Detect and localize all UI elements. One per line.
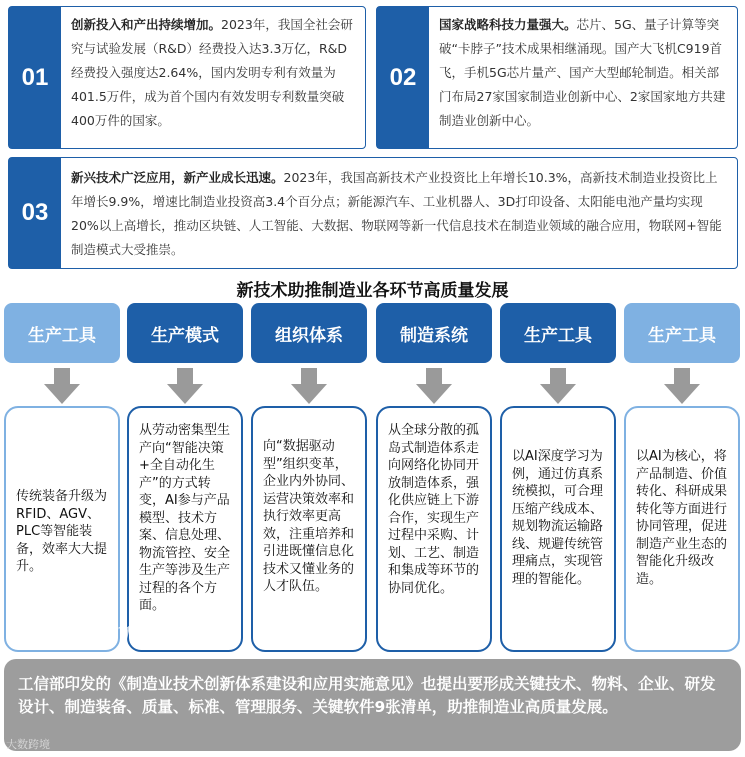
down-arrow-icon [291,368,327,404]
card-body: 2023年，我国高新技术产业投资比上年增长10.3%，高新技术制造业投资比上年增长9.9%，增速比制造业投资高3.4个百分点；新能源汽车、工业机器人、3D打印设备、太阳能电池产量均实现20%以上高增长，推动区块链、人工智能、大数据、物联网等新一代信息技术在制造业领域的融合应用，物联网+智能制造模式大受推崇。 [71,170,722,257]
info-card-02 [376,6,738,149]
column-box-5 [500,406,616,652]
column-box-3 [251,406,367,652]
column-text: 从全球分散的孤岛式制造体系走向网络化协同开放制造体系，强化供应链上下游合作，实现生产过程中采购、计划、工艺、制造和集成等环节的协同优化。 [388,423,480,596]
source-credit: 大数跨境 [6,738,50,751]
column-text: 以AI为核心，将产品制造、价值转化、科研成果转化等方面进行协同管理，促进制造产业生态的智能化升级改造。 [636,449,728,587]
down-arrow-icon [416,368,452,404]
info-card-03 [8,157,738,269]
column-text: 以AI深度学习为例，通过仿真系统模拟，可合理压缩产线成本、规划物流运输路线、规避传统管理痛点，实现管理的智能化。 [512,449,604,587]
column-head-3: 组织体系 [251,303,367,363]
card-headline: 新兴技术广泛应用，新产业成长迅速。 [71,170,284,185]
card-number: 01 [9,7,61,148]
card-number: 03 [9,158,61,268]
card-body: 2023年，我国全社会研究与试验发展（R&D）经费投入达3.3万亿，R&D经费投入强度达2.64%，国内发明专利有效量为401.5万件，成为首个国内有效发明专利数量突破400万件的国家。 [71,17,353,128]
down-arrow-icon [167,368,203,404]
card-text [71,13,357,133]
down-arrow-icon [540,368,576,404]
column-box-6 [624,406,740,652]
column-head-6: 生产工具 [624,303,740,363]
card-headline: 创新投入和产出持续增加。 [71,17,222,32]
column-text: 从劳动密集型生产向“智能决策+全自动化生产”的方式转变，AI参与产品模型、技术方案、信息处理、物流管控、安全生产等涉及生产过程的各个方面。 [139,423,231,613]
card-headline: 国家战略科技力量强大。 [439,17,577,32]
card-number: 02 [377,7,429,148]
down-arrow-icon [664,368,700,404]
column-text: 传统装备升级为RFID、AGV、PLC等智能装备，效率大大提升。 [16,489,108,574]
column-head-2: 生产模式 [127,303,243,363]
footer-banner [4,659,741,751]
column-head-1: 生产工具 [4,303,120,363]
info-card-01 [8,6,366,149]
column-text: 向“数据驱动型”组织变革，企业内外协同、运营决策效率和执行效率更高效，注重培养和引进既懂信息化技术又懂业务的人才队伍。 [263,439,355,594]
column-box-1 [4,406,120,652]
card-text [71,166,729,262]
column-head-4: 制造系统 [376,303,492,363]
watermark: 乱福阿门 [34,625,131,650]
column-box-4 [376,406,492,652]
footer-text: 工信部印发的《制造业技术创新体系建设和应用实施意见》也提出要形成关键技术、物料、企业、研发设计、制造装备、质量、标准、管理服务、关键软件9张清单，助推制造业高质量发展。 [18,675,716,716]
card-text [439,13,729,133]
section-title: 新技术助推制造业各环节高质量发展 [236,281,509,301]
column-head-5: 生产工具 [500,303,616,363]
down-arrow-icon [44,368,80,404]
column-box-2 [127,406,243,652]
card-body: 芯片、5G、量子计算等突破“卡脖子”技术成果相继涌现。国产大飞机C919首飞，手机5G芯片量产、国产大型邮轮制造。相关部门布局27家国家制造业创新中心、2家国家地方共建制造业创新中心。 [439,17,726,128]
